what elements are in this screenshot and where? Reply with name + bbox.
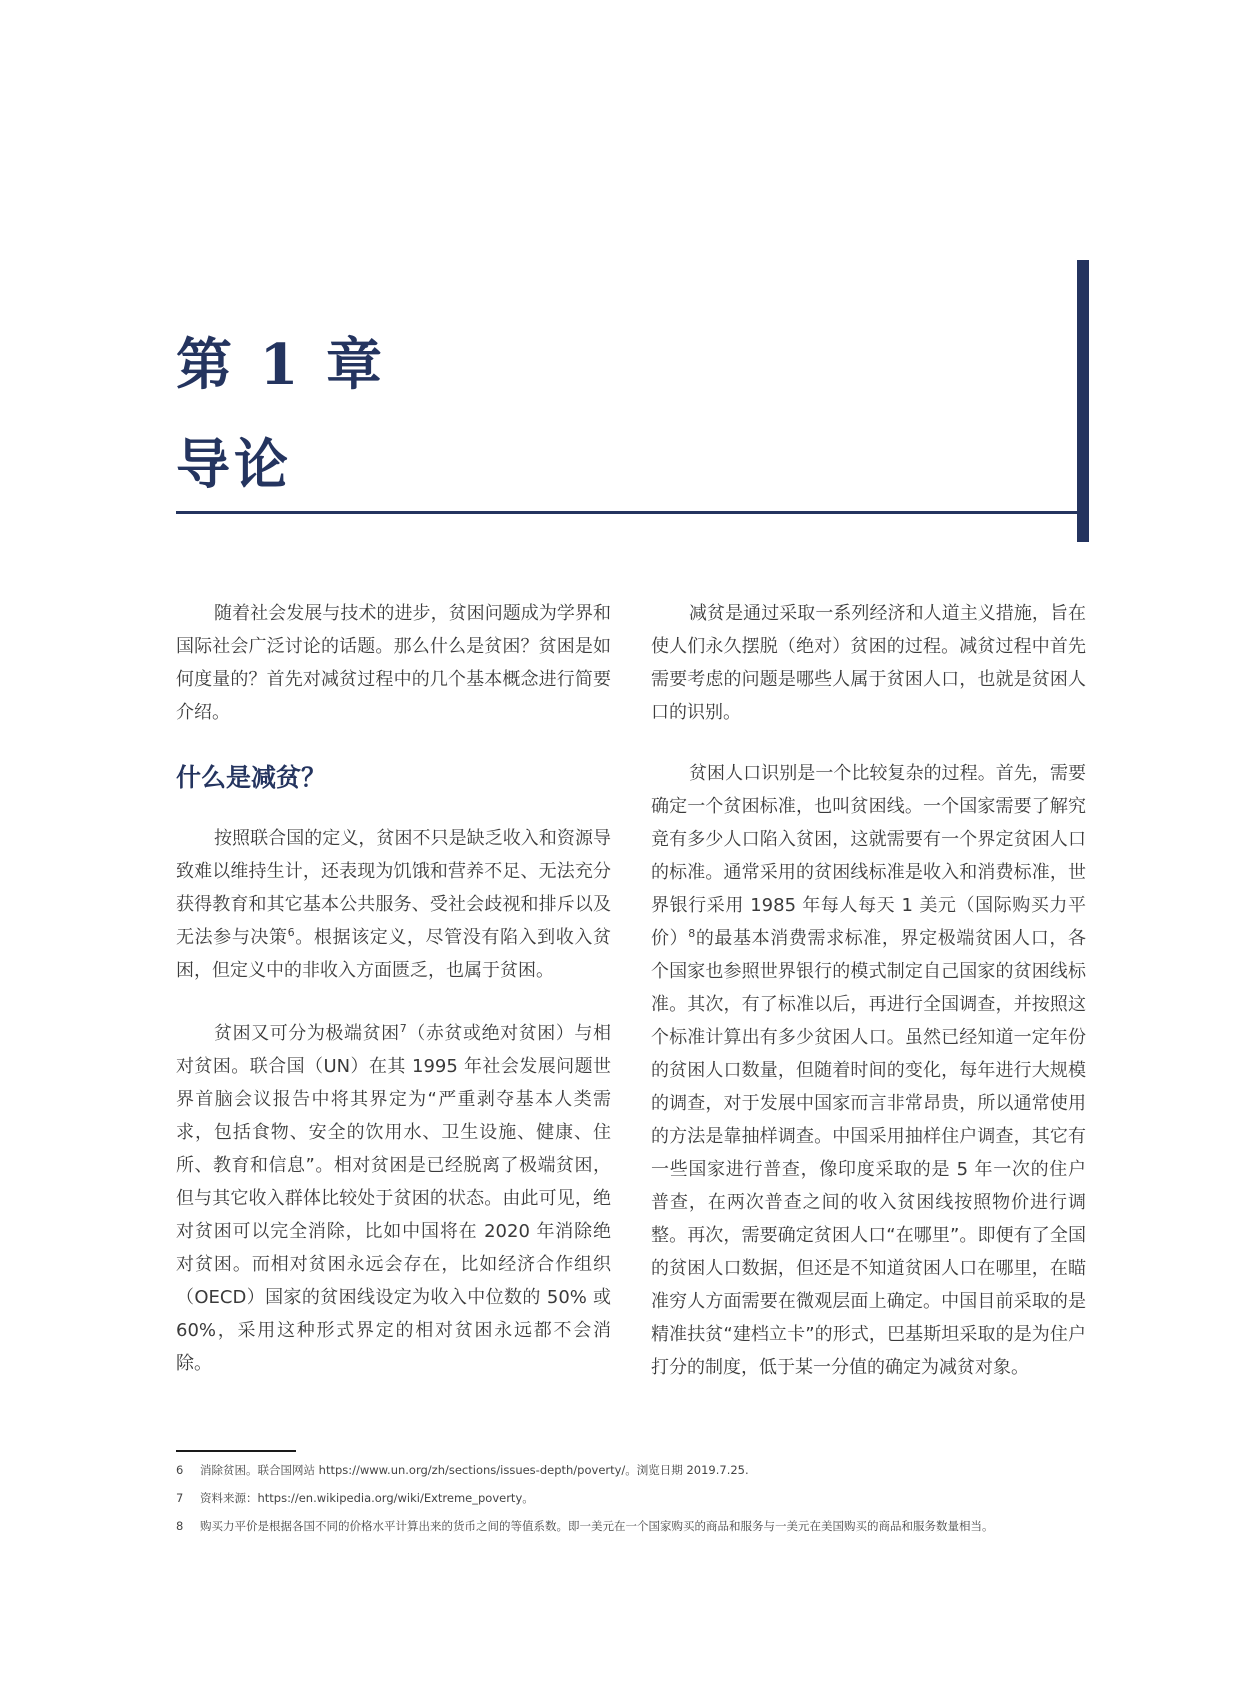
poverty-reduction-paragraph: 减贫是通过采取一系列经济和人道主义措施，旨在使人们永久摆脱（绝对）贫困的过程。减贫过程中首先需要考虑的问题是哪些人属于贫困人口，也就是贫困人口的识别。 [651,603,1086,723]
chapter-accent-bar [1077,260,1089,542]
footnote-number: 6 [176,1463,184,1477]
intro-paragraph: 随着社会发展与技术的进步，贫困问题成为学界和国际社会广泛讨论的话题。那么什么是贫困？贫困是如何度量的？首先对减贫过程中的几个基本概念进行简要介绍。 [176,603,611,723]
footnote-ref-6[interactable]: 6 [287,926,295,939]
footnote-item [176,1518,1088,1534]
footnote-number: 8 [176,1519,184,1533]
chapter-title: 导论 [176,433,292,496]
title-underline [176,511,1077,514]
identification-paragraph [651,757,1086,1384]
footnote-ref-8[interactable]: 8 [688,927,696,940]
footnote-item [176,1490,1088,1506]
footnote-separator [176,1450,296,1452]
paragraph-text: 按照联合国的定义，贫困不只是缺乏收入和资源导致难以维持生计，还表现为饥饿和营养不足、无法充分获得教育和其它基本公共服务、受社会歧视和排斥以及无法参与决策 [176,828,611,948]
paragraph-text: （赤贫或绝对贫困）与相对贫困。联合国（UN）在其 1995 年社会发展问题世界首脑会议报告中将其界定为“严重剥夺基本人类需求，包括食物、安全的饮用水、卫生设施、健康、住所、教育和信息”。相对贫困是已经脱离了极端贫困，但与其它收入群体比较处于贫困的状态。由此可见，绝对贫困可以完全消除，比如中国将在 2020 年消除绝对贫困。而相对贫困永远会存在，比如经济合作组织（OECD）国家的贫困线设定为收入中位数的 50% 或 60%，采用这种形式界定的相对贫困永远都不会消除。 [176,1023,612,1374]
footnote-number: 7 [176,1491,184,1505]
section-heading: 什么是减贫？ [176,763,327,792]
paragraph-text: 贫困人口识别是一个比较复杂的过程。首先，需要确定一个贫困标准，也叫贫困线。一个国家需要了解究竟有多少人口陷入贫困，这就需要有一个界定贫困人口的标准。通常采用的贫困线标准是收入和消费标准，世界银行采用 1985 年每人每天 1 美元（国际购买力平价） [651,763,1086,949]
footnote-text: 购买力平价是根据各国不同的价格水平计算出来的货币之间的等值系数。即一美元在一个国家购买的商品和服务与一美元在美国购买的商品和服务数量相当。 [200,1519,994,1533]
footnote-text: 资料来源：https://en.wikipedia.org/wiki/Extreme_poverty。 [200,1491,534,1505]
definition-paragraph [176,822,611,987]
footnotes [176,1462,1088,1546]
footnote-item [176,1462,1088,1478]
paragraph-text: 的最基本消费需求标准，界定极端贫困人口，各个国家也参照世界银行的模式制定自己国家的贫困线标准。其次，有了标准以后，再进行全国调查，并按照这个标准计算出有多少贫困人口。虽然已经知道一定年份的贫困人口数量，但随着时间的变化，每年进行大规模的调查，对于发展中国家而言非常昂贵，所以通常使用的方法是靠抽样调查。中国采用抽样住户调查，其它有一些国家进行普查，像印度采取的是 5 年一次的住户普查，在两次普查之间的收入贫困线按照物价进行调整。再次，需要确定贫困人口“在哪里”。即便有了全国的贫困人口数据，但还是不知道贫困人口在哪里，在瞄准穷人方面需要在微观层面上确定。中国目前采取的是精准扶贫“建档立卡”的形式，巴基斯坦采取的是为住户打分的制度，低于某一分值的确定为减贫对象。 [651,928,1086,1378]
paragraph-text: 。根据该定义，尽管没有陷入到收入贫困，但定义中的非收入方面匮乏，也属于贫困。 [176,927,612,981]
paragraph-text: 贫困又可分为极端贫困 [214,1023,400,1044]
footnote-ref-7[interactable]: 7 [399,1022,407,1035]
right-column [651,597,1086,1384]
left-column [176,597,611,1380]
poverty-types-paragraph [176,1017,611,1380]
chapter-number: 第 1 章 [176,332,386,398]
footnote-text: 消除贫困。联合国网站 https://www.un.org/zh/sections/issues-depth/poverty/。浏览日期 2019.7.25. [200,1463,749,1477]
